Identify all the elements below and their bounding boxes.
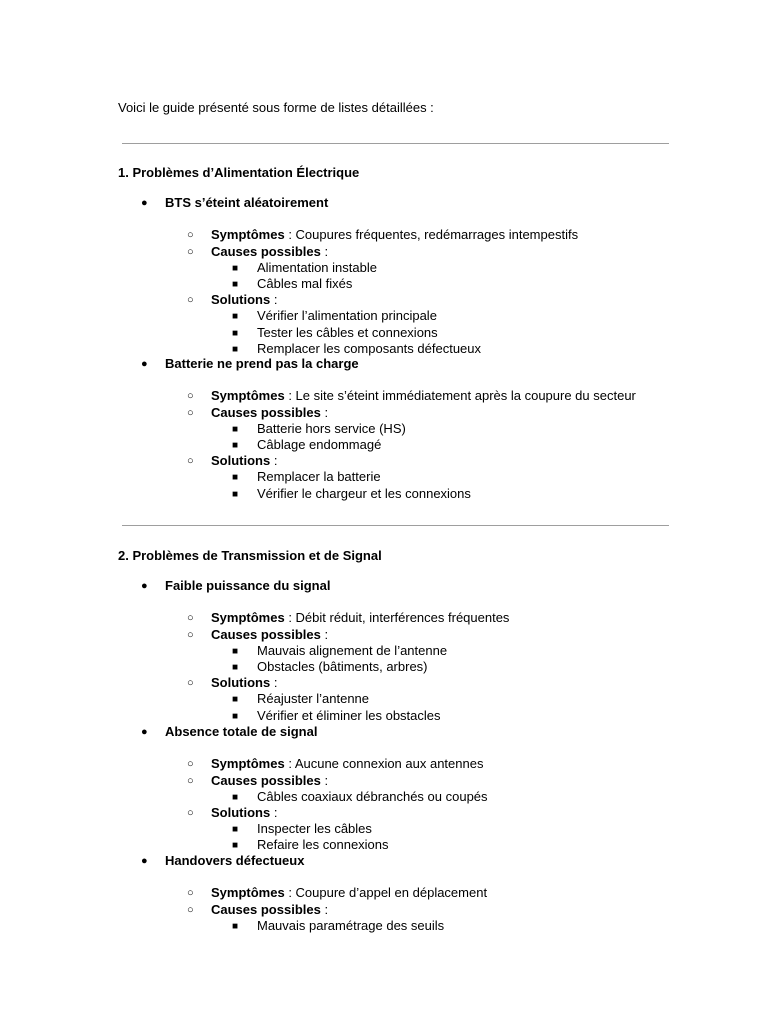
problem-block xyxy=(118,724,718,854)
cause-item xyxy=(118,260,718,276)
causes-suffix: : xyxy=(320,772,329,788)
bullet-circle-icon: ○ xyxy=(187,390,194,403)
solution-text: Remplacer la batterie xyxy=(257,469,381,485)
cause-text: Alimentation instable xyxy=(257,259,377,275)
solution-text: Tester les câbles et connexions xyxy=(257,324,438,340)
causes-suffix: : xyxy=(320,626,329,642)
causes-item xyxy=(118,902,718,918)
bullet-disc-icon: ● xyxy=(141,197,148,209)
cause-text: Câblage endommagé xyxy=(257,436,382,452)
solution-item xyxy=(118,821,718,837)
bullet-circle-icon: ○ xyxy=(187,455,194,468)
bullet-circle-icon: ○ xyxy=(187,806,194,819)
bullet-square-icon: ■ xyxy=(232,278,239,290)
cause-item xyxy=(118,659,718,675)
bullet-square-icon: ■ xyxy=(232,327,239,339)
symptoms-text: : Aucune connexion aux antennes xyxy=(284,756,484,772)
bullet-disc-icon: ● xyxy=(141,855,148,867)
problem-block xyxy=(118,578,718,724)
bullet-circle-icon: ○ xyxy=(187,406,194,419)
solutions-label: Solutions xyxy=(211,453,271,469)
bullet-square-icon: ■ xyxy=(232,661,239,673)
causes-label: Causes possibles xyxy=(211,901,321,917)
horizontal-rule xyxy=(122,143,669,144)
cause-text: Câbles coaxiaux débranchés ou coupés xyxy=(257,788,488,804)
cause-item xyxy=(118,421,718,437)
cause-text: Batterie hors service (HS) xyxy=(257,420,406,436)
bullet-square-icon: ■ xyxy=(232,488,239,500)
solution-text: Réajuster l’antenne xyxy=(257,691,370,707)
symptoms-text: : Coupure d’appel en déplacement xyxy=(284,885,488,901)
horizontal-rule xyxy=(122,525,669,526)
causes-item xyxy=(118,627,718,643)
bullet-square-icon: ■ xyxy=(232,710,239,722)
cause-text: Obstacles (bâtiments, arbres) xyxy=(257,658,428,674)
bullet-disc-icon: ● xyxy=(141,358,148,370)
causes-suffix: : xyxy=(320,243,329,259)
cause-item xyxy=(118,789,718,805)
symptoms-item xyxy=(118,885,718,901)
bullet-circle-icon: ○ xyxy=(187,628,194,641)
symptoms-item xyxy=(118,227,718,243)
solution-text: Vérifier le chargeur et les connexions xyxy=(257,485,471,501)
bullet-square-icon: ■ xyxy=(232,472,239,484)
problem-item xyxy=(118,356,718,372)
bullet-square-icon: ■ xyxy=(232,262,239,274)
solution-text: Vérifier l’alimentation principale xyxy=(257,308,437,324)
solution-text: Inspecter les câbles xyxy=(257,821,372,837)
cause-text: Mauvais paramétrage des seuils xyxy=(257,917,445,933)
symptoms-label: Symptômes xyxy=(211,227,285,243)
solutions-suffix: : xyxy=(270,292,278,308)
causes-item xyxy=(118,244,718,260)
cause-item xyxy=(118,437,718,453)
causes-suffix: : xyxy=(320,404,329,420)
symptoms-label: Symptômes xyxy=(211,610,285,626)
bullet-disc-icon: ● xyxy=(141,580,148,592)
solution-item xyxy=(118,325,718,341)
bullet-square-icon: ■ xyxy=(232,920,239,932)
solution-text: Remplacer les composants défectueux xyxy=(257,340,482,356)
problem-title: Handovers défectueux xyxy=(165,853,305,868)
symptoms-text: : Débit réduit, interférences fréquentes xyxy=(284,610,510,626)
problem-block xyxy=(118,195,718,357)
solutions-item xyxy=(118,453,718,469)
bullet-circle-icon: ○ xyxy=(187,229,194,242)
symptoms-label: Symptômes xyxy=(211,885,285,901)
bullet-square-icon: ■ xyxy=(232,311,239,323)
problem-title: Absence totale de signal xyxy=(165,724,318,739)
problem-title: Faible puissance du signal xyxy=(165,578,331,593)
symptoms-text: : Coupures fréquentes, redémarrages intempestifs xyxy=(284,227,579,243)
solutions-label: Solutions xyxy=(211,675,271,691)
causes-label: Causes possibles xyxy=(211,243,321,259)
causes-label: Causes possibles xyxy=(211,626,321,642)
bullet-square-icon: ■ xyxy=(232,840,239,852)
bullet-square-icon: ■ xyxy=(232,791,239,803)
bullet-circle-icon: ○ xyxy=(187,612,194,625)
cause-item xyxy=(118,918,718,934)
problem-block xyxy=(118,356,718,502)
solution-item xyxy=(118,469,718,485)
solution-item xyxy=(118,486,718,502)
section-title: 1. Problèmes d’Alimentation Électrique xyxy=(118,165,360,180)
causes-suffix: : xyxy=(320,901,329,917)
cause-text: Câbles mal fixés xyxy=(257,275,353,291)
solution-item xyxy=(118,308,718,324)
solutions-suffix: : xyxy=(270,453,278,469)
section-title: 2. Problèmes de Transmission et de Signal xyxy=(118,548,382,563)
problem-item xyxy=(118,853,718,869)
bullet-square-icon: ■ xyxy=(232,824,239,836)
problem-block xyxy=(118,853,718,934)
solution-item xyxy=(118,691,718,707)
bullet-circle-icon: ○ xyxy=(187,903,194,916)
solutions-label: Solutions xyxy=(211,804,271,820)
causes-label: Causes possibles xyxy=(211,404,321,420)
problem-title: Batterie ne prend pas la charge xyxy=(165,356,359,371)
symptoms-item xyxy=(118,388,718,404)
problem-item xyxy=(118,578,718,594)
bullet-square-icon: ■ xyxy=(232,423,239,435)
bullet-circle-icon: ○ xyxy=(187,677,194,690)
symptoms-label: Symptômes xyxy=(211,756,285,772)
causes-label: Causes possibles xyxy=(211,772,321,788)
bullet-circle-icon: ○ xyxy=(187,245,194,258)
symptoms-text: : Le site s’éteint immédiatement après la coupure du secteur xyxy=(284,388,636,404)
solution-item xyxy=(118,837,718,853)
cause-text: Mauvais alignement de l’antenne xyxy=(257,642,448,658)
problem-item xyxy=(118,195,718,211)
solutions-item xyxy=(118,675,718,691)
bullet-circle-icon: ○ xyxy=(187,758,194,771)
intro-text: Voici le guide présenté sous forme de listes détaillées : xyxy=(118,100,434,115)
bullet-circle-icon: ○ xyxy=(187,774,194,787)
bullet-circle-icon: ○ xyxy=(187,887,194,900)
causes-item xyxy=(118,773,718,789)
solution-item xyxy=(118,708,718,724)
solutions-label: Solutions xyxy=(211,292,271,308)
cause-item xyxy=(118,276,718,292)
problem-item xyxy=(118,724,718,740)
bullet-square-icon: ■ xyxy=(232,694,239,706)
bullet-circle-icon: ○ xyxy=(187,294,194,307)
symptoms-label: Symptômes xyxy=(211,388,285,404)
solutions-suffix: : xyxy=(270,804,278,820)
bullet-square-icon: ■ xyxy=(232,343,239,355)
solutions-suffix: : xyxy=(270,675,278,691)
problem-title: BTS s’éteint aléatoirement xyxy=(165,195,329,210)
solutions-item xyxy=(118,805,718,821)
symptoms-item xyxy=(118,756,718,772)
solution-text: Refaire les connexions xyxy=(257,837,389,853)
solution-text: Vérifier et éliminer les obstacles xyxy=(257,707,441,723)
bullet-square-icon: ■ xyxy=(232,645,239,657)
bullet-square-icon: ■ xyxy=(232,439,239,451)
solution-item xyxy=(118,341,718,357)
solutions-item xyxy=(118,292,718,308)
causes-item xyxy=(118,405,718,421)
symptoms-item xyxy=(118,610,718,626)
bullet-disc-icon: ● xyxy=(141,726,148,738)
cause-item xyxy=(118,643,718,659)
